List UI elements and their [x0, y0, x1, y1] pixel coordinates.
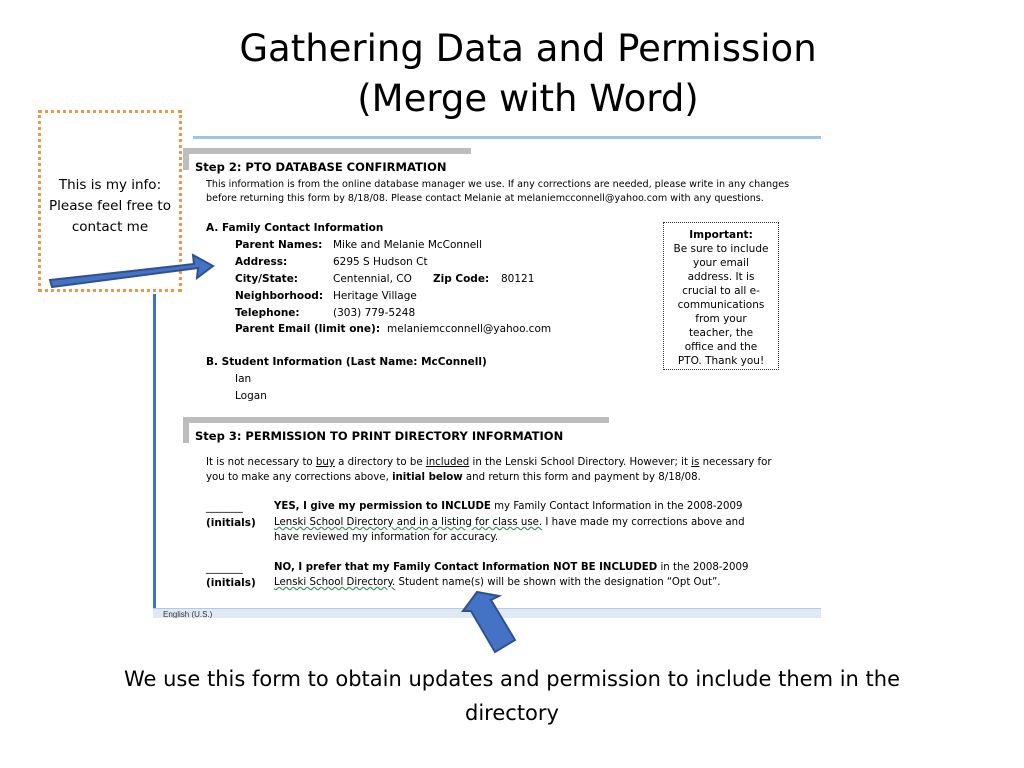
important-line: crucial to all e-	[682, 285, 760, 297]
yes-initials-label: (initials)	[206, 517, 256, 529]
no-line-1: NO, I prefer that my Family Contact Information NOT BE INCLUDED in the 2008-2009	[274, 562, 749, 573]
important-heading: Important:	[689, 229, 753, 241]
parent-names-value: Mike and Melanie McConnell	[333, 239, 483, 251]
caption-line-1: We use this form to obtain updates and permission to include them in the	[123, 667, 900, 691]
yes-line-2: Lenski School Directory and in a listing for class use. I have made my corrections above and	[274, 517, 745, 528]
address-value: 6295 S Hudson Ct	[333, 256, 428, 268]
callout-line-1: This is my info:	[58, 177, 162, 193]
title-line-1: Gathering Data and Permission	[239, 27, 817, 70]
city-state-label: City/State:	[235, 273, 299, 285]
up-arrow-icon	[463, 592, 515, 652]
step2-intro-line-2: before returning this form by 8/18/08. Please contact Melanie at melaniemcconnell@yahoo.com with any questions.	[206, 193, 764, 204]
telephone-label: Telephone:	[235, 307, 300, 319]
important-line: Be sure to include	[673, 243, 769, 255]
yes-line-3: have reviewed my information for accuracy.	[274, 532, 499, 543]
city-state-value: Centennial, CO	[333, 273, 412, 285]
important-line: office and the	[684, 341, 758, 353]
parent-email-value: melaniemcconnell@yahoo.com	[387, 323, 552, 335]
important-line: teacher, the	[688, 327, 754, 339]
parent-email-label: Parent Email (limit one):	[235, 323, 381, 335]
telephone-value: (303) 779-5248	[333, 307, 416, 319]
yes-initials-blank[interactable]: _______	[206, 501, 243, 513]
slide-caption	[40, 662, 984, 730]
zip-code-value: 80121	[501, 273, 535, 285]
no-initials-blank[interactable]: _______	[206, 562, 243, 574]
title-line-2: (Merge with Word)	[357, 77, 699, 120]
no-line-2: Lenski School Directory. Student name(s) will be shown with the designation “Opt Out”.	[274, 577, 721, 588]
important-line: your email	[693, 257, 749, 269]
step2-intro-line-1: This information is from the online database manager we use. If any corrections are needed, please write in any changes	[206, 179, 790, 190]
step2-heading: Step 2: PTO DATABASE CONFIRMATION	[195, 160, 447, 174]
step3-intro-line-2: you to make any corrections above, initial below and return this form and payment by 8/18/08.	[206, 472, 701, 483]
status-language: English (U.S.)	[163, 610, 213, 618]
student-logan: Logan	[235, 390, 267, 402]
callout-line-3: contact me	[71, 219, 149, 235]
neighborhood-value: Heritage Village	[333, 290, 417, 302]
neighborhood-label: Neighborhood:	[235, 290, 324, 302]
important-line: address. It is	[687, 271, 755, 283]
section-b-heading: B. Student Information (Last Name: McConnell)	[206, 356, 487, 368]
section-a-heading: A. Family Contact Information	[206, 222, 384, 234]
right-arrow-icon	[50, 255, 213, 287]
student-ian: Ian	[235, 373, 252, 385]
important-line: PTO. Thank you!	[677, 355, 765, 367]
important-line: from your	[695, 313, 747, 325]
address-label: Address:	[235, 256, 288, 268]
caption-line-2: directory	[465, 701, 559, 725]
step3-intro-line-1: It is not necessary to buy a directory to be included in the Lenski School Directory. However; it is necessary for	[206, 457, 772, 468]
yes-line-1: YES, I give my permission to INCLUDE my Family Contact Information in the 2008-2009	[274, 501, 743, 512]
step3-heading: Step 3: PERMISSION TO PRINT DIRECTORY INFORMATION	[195, 429, 564, 443]
parent-names-label: Parent Names:	[235, 239, 323, 251]
callout-line-2: Please feel free to	[49, 198, 171, 214]
important-line: communications	[677, 299, 765, 311]
no-initials-label: (initials)	[206, 577, 256, 589]
zip-code-label: Zip Code:	[433, 273, 490, 285]
